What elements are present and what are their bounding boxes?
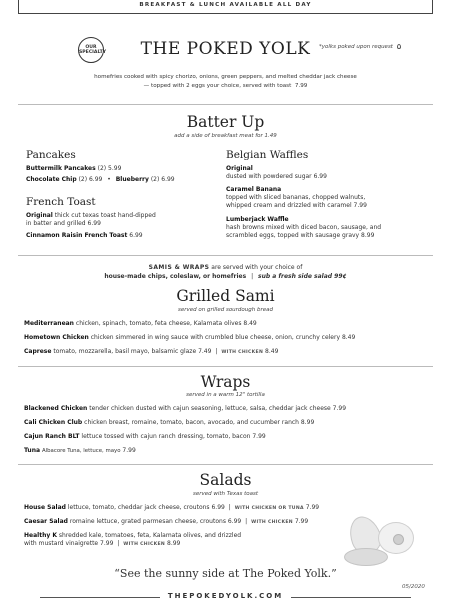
item-name: Original <box>26 212 53 219</box>
item-qty: (2) <box>150 176 160 183</box>
menu-item <box>226 165 327 181</box>
item-price: 8.49 <box>341 334 356 341</box>
menu-item: Healthy K shredded kale, tomatoes, feta, Kalamata olives, and drizzled with mustard vinaigrette 7.99 | WITH CHICKEN 8.99 <box>24 532 242 547</box>
samis-wraps-sides: house-made chips, coleslaw, or homefries <box>104 273 247 280</box>
item-price: 6.99 <box>313 173 327 180</box>
menu-date: 05/2020 <box>402 584 425 590</box>
item-name: Hometown Chicken <box>24 334 89 341</box>
item-desc: Albacore Tuna, lettuce, mayo <box>41 448 121 454</box>
cracked-egg-illustration <box>344 548 388 566</box>
item-desc: topped with sliced bananas, chopped walnuts, <box>226 194 366 201</box>
batter-up-title: Batter Up <box>186 113 265 131</box>
poked-yolk-description <box>40 73 411 91</box>
samis-wraps-note <box>0 263 451 281</box>
poked-yolk-title: THE POKED YOLK <box>140 39 311 59</box>
item-desc: hash browns mixed with diced bacon, sausage, and <box>226 224 382 231</box>
item-desc: dusted with powdered sugar <box>226 173 312 180</box>
item-desc: lettuce, tomato, cheddar jack cheese, croutons <box>67 504 210 511</box>
item-name: Lumberjack Waffle <box>226 216 289 223</box>
item-extra-price: 8.49 <box>265 348 279 355</box>
item-price: 6.99 <box>227 518 242 525</box>
badge-line2: SPECIALTY <box>79 50 107 55</box>
wraps-subtitle: served in a warm 12" tortilla <box>186 392 265 398</box>
top-banner-text: BREAKFAST & LUNCH AVAILABLE ALL DAY <box>139 2 312 8</box>
menu-item <box>24 419 314 427</box>
item-name: Cajun Ranch BLT <box>24 433 80 440</box>
item-qty: (2) <box>78 176 88 183</box>
item-extra-price: 7.99 <box>305 504 320 511</box>
item-price: 6.99 <box>88 176 103 183</box>
menu-item: Caprese tomato, mozzarella, basil mayo, balsamic glaze 7.49 | WITH CHICKEN 8.49 <box>24 348 279 355</box>
poked-yolk-desc-line1: homefries cooked with spicy chorizo, onions, green peppers, and melted cheddar jack cheese <box>94 74 357 80</box>
item-name: Healthy K <box>24 532 57 539</box>
menu-item <box>24 405 346 413</box>
belgian-waffles-title: Belgian Waffles <box>226 149 309 161</box>
item-qty: (2) <box>97 165 107 172</box>
item-price: 8.99 <box>300 419 315 426</box>
item-price: 6.99 <box>87 220 101 227</box>
poked-yolk-price: 7.99 <box>294 83 308 89</box>
menu-item <box>24 447 136 455</box>
item-name: Caprese <box>24 348 52 355</box>
salads-title: Salads <box>199 471 252 489</box>
divider <box>18 104 433 105</box>
item-price: 5.99 <box>108 165 122 172</box>
grilled-sami-subtitle: served on grilled sourdough bread <box>178 307 273 313</box>
item-desc: lettuce tossed with cajun ranch dressing, tomato, bacon <box>81 433 251 440</box>
item-name: Caesar Salad <box>24 518 68 525</box>
item-price: 7.99 <box>252 433 266 440</box>
item-desc: chicken, spinach, tomato, feta cheese, Kalamata olives <box>75 320 242 327</box>
item-desc: tomato, mozzarella, basil mayo, balsamic glaze <box>53 348 197 355</box>
samis-wraps-heading: SAMIS & WRAPS <box>148 264 210 271</box>
egg-yolk-illustration <box>393 534 404 545</box>
divider <box>18 255 433 256</box>
item-name: Blackened Chicken <box>24 405 88 412</box>
divider <box>18 366 433 367</box>
poked-yolk-note <box>319 44 401 50</box>
item-name: Blueberry <box>115 176 149 183</box>
menu-item <box>24 334 355 342</box>
divider <box>18 464 433 465</box>
item-name: House Salad <box>24 504 66 511</box>
poked-yolk-desc-line2: — topped with 2 eggs your choice, served with toast 7.99 <box>143 83 308 89</box>
item-price: 6.99 <box>129 232 143 239</box>
item-name: Cali Chicken Club <box>24 419 83 426</box>
poked-yolk-note-text: *yolks poked upon request <box>319 44 393 50</box>
wraps-title: Wraps <box>200 373 251 391</box>
item-extra: WITH CHICKEN OR TUNA <box>234 506 304 511</box>
separator: | <box>251 273 254 280</box>
item-name: Buttermilk Pancakes <box>26 165 96 172</box>
menu-item <box>24 320 257 328</box>
badge-line1: OUR <box>85 45 97 50</box>
item-name: Tuna <box>24 447 41 454</box>
item-desc: whipped cream and drizzled with caramel <box>226 202 352 209</box>
item-desc: chicken breast, romaine, tomato, bacon, avocado, and cucumber ranch <box>84 419 299 426</box>
item-name: Cinnamon Raisin French Toast <box>26 232 128 239</box>
item-price: 6.99 <box>161 176 175 183</box>
samis-wraps-line1: are served with your choice of <box>211 264 303 271</box>
menu-item <box>26 165 121 173</box>
item-desc: with mustard vinaigrette <box>24 540 99 547</box>
item-price: 7.99 <box>332 405 347 412</box>
item-extra: WITH CHICKEN <box>221 350 264 355</box>
pancakes-title: Pancakes <box>26 149 76 161</box>
egg-icon <box>397 44 401 49</box>
footer-quote: “See the sunny side at The Poked Yolk.” <box>114 567 337 580</box>
item-price: 8.49 <box>243 320 257 327</box>
menu-item: Caesar Salad romaine lettuce, grated parmesan cheese, croutons 6.99 | WITH CHICKEN 7.99 <box>24 518 309 525</box>
item-desc: shredded kale, tomatoes, feta, Kalamata olives, and drizzled <box>58 532 242 539</box>
item-name: Mediterranean <box>24 320 74 327</box>
item-price: 7.49 <box>198 348 212 355</box>
item-price: 7.99 <box>122 447 136 454</box>
website-link[interactable]: THEPOKEDYOLK.COM <box>167 592 284 600</box>
menu-item <box>26 232 143 240</box>
item-name: Original <box>226 165 253 172</box>
item-price: 7.99 <box>100 540 114 547</box>
side-salad-upgrade: sub a fresh side salad 99¢ <box>258 273 347 280</box>
item-desc: scrambled eggs, topped with sausage gravy <box>226 232 360 239</box>
item-name: Caramel Banana <box>226 186 282 193</box>
item-desc: in batter and grilled <box>26 220 86 227</box>
item-extra-price: 7.99 <box>294 518 309 525</box>
item-desc: romaine lettuce, grated parmesan cheese, croutons <box>69 518 226 525</box>
item-desc: tender chicken dusted with cajun seasoning, lettuce, salsa, cheddar jack cheese <box>89 405 331 412</box>
item-price: 7.99 <box>353 202 367 209</box>
item-desc: thick cut texas toast hand-dipped <box>54 212 156 219</box>
french-toast-title: French Toast <box>26 196 96 208</box>
item-price: 8.99 <box>361 232 375 239</box>
item-extra: WITH CHICKEN <box>251 520 293 525</box>
salads-subtitle: served with Texas toast <box>192 491 259 497</box>
menu-item <box>226 216 381 240</box>
bullet-separator: • <box>107 176 111 183</box>
item-extra: WITH CHICKEN <box>123 542 166 547</box>
menu-item <box>26 212 216 228</box>
item-extra-price: 8.99 <box>167 540 181 547</box>
item-name: Chocolate Chip <box>26 176 77 183</box>
item-price: 6.99 <box>211 504 225 511</box>
menu-item <box>26 176 175 184</box>
batter-up-subtitle: add a side of breakfast meat for 1.49 <box>174 133 277 139</box>
menu-item <box>24 433 266 441</box>
grilled-sami-title: Grilled Sami <box>176 287 275 305</box>
menu-item <box>226 186 367 210</box>
menu-item: House Salad lettuce, tomato, cheddar jack cheese, croutons 6.99 | WITH CHICKEN OR TUNA 7.99 <box>24 504 320 511</box>
item-desc: chicken simmered in wing sauce with crumbled blue cheese, onion, crunchy celery <box>90 334 341 341</box>
